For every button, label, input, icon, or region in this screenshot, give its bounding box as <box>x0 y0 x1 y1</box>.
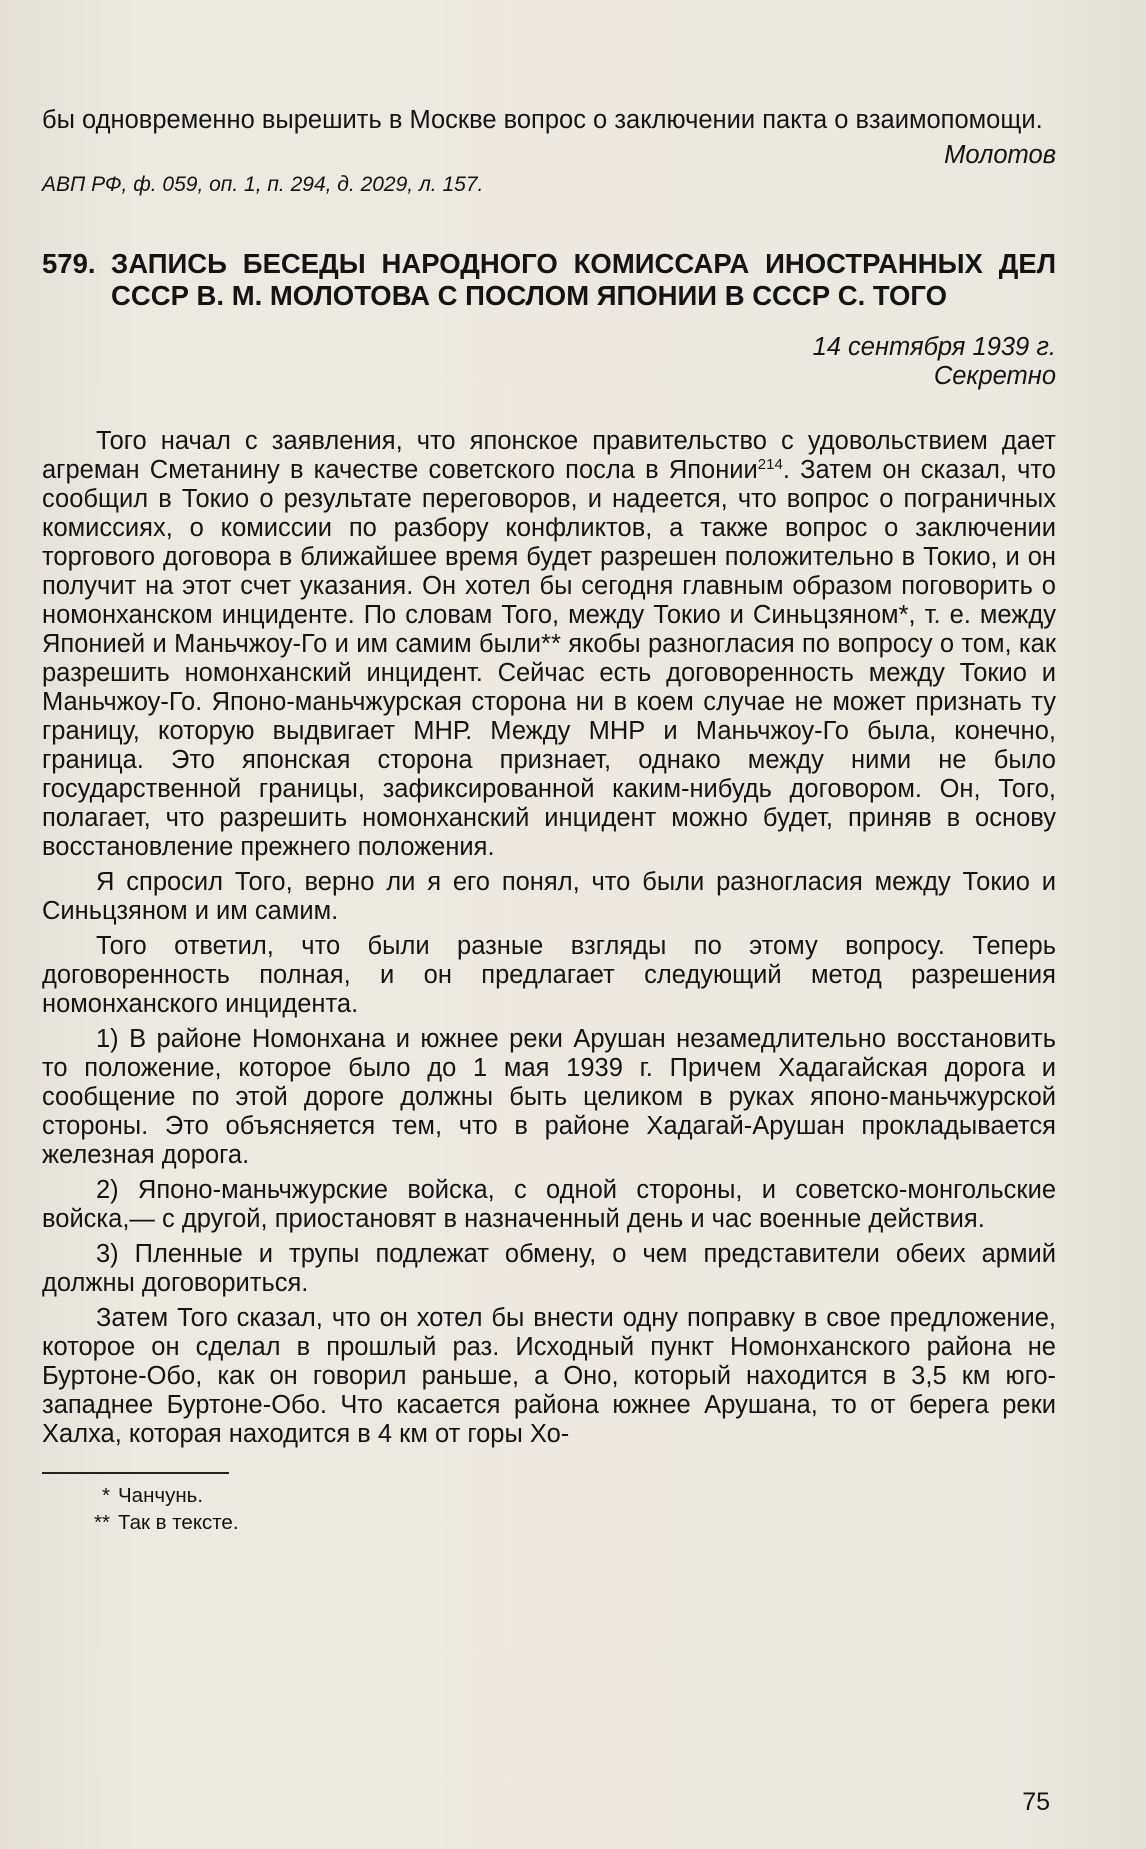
classification-label: Секретно <box>933 362 1056 390</box>
endnote-ref: 214 <box>757 456 783 473</box>
date-block <box>42 333 1056 391</box>
footnote-text: Так в тексте. <box>118 1511 239 1534</box>
page-number: 75 <box>1022 1788 1050 1816</box>
document-heading <box>42 248 1056 312</box>
footnote-divider <box>42 1472 229 1474</box>
footnote-marker-2: ** <box>541 630 561 658</box>
paragraph-4: 1) В районе Номонхана и южнее реки Арушан незамедлительно восстановить то положение, которое было до 1 мая 1939 г. Причем Хадагайская дорога и сообщение по этой дороге должны быть целиком в руках японо-маньчжурской стороны. Это объясняется тем, что в районе Хадагай-Арушан прокладывается железная дорога. <box>42 1025 1056 1169</box>
paragraph-1-part-a: Того начал с заявления, что японское правительство с удовольствием дает агреман Сметанину в качестве советского посла в Японии <box>42 427 1056 484</box>
footnote-marker-1: * <box>898 601 909 629</box>
document-number: 579. <box>42 248 96 279</box>
paragraph-1 <box>42 427 1056 862</box>
document-title: ЗАПИСЬ БЕСЕДЫ НАРОДНОГО КОМИССАРА ИНОСТРАННЫХ ДЕЛ СССР В. М. МОЛОТОВА С ПОСЛОМ ЯПОНИИ В СССР С. ТОГО <box>111 248 1056 311</box>
paragraph-1-part-b: . Затем он сказал, что сообщил в Токио о результате переговоров, и надеется, что вопрос о пограничных комиссиях, о комиссии по разбору конфликтов, а также вопрос о заключении торгового договора в ближайшее время будет разрешен положительно в Токио, и он получит на этот счет указания. Он хотел бы сегодня главным образом поговорить о номонханском инциденте. По словам Того, между Токио и Синьцзяном <box>42 456 1056 629</box>
footnote-text: Чанчунь. <box>118 1484 204 1507</box>
paragraph-7: Затем Того сказал, что он хотел бы внести одну поправку в свое предложение, которое он сделал в прошлый раз. Исходный пункт Номонханского района не Буртоне-Обо, как он говорил раньше, а Оно, который находится в 3,5 км юго-западнее Буртоне-Обо. Что касается района южнее Арушана, то от берега реки Халха, которая находится в 4 км от горы Хо- <box>42 1304 1056 1448</box>
footnotes <box>70 1482 1056 1536</box>
footnote-mark: ** <box>94 1511 110 1534</box>
footnote-item <box>70 1482 1056 1509</box>
signature: Молотов <box>944 141 1056 169</box>
document-date: 14 сентября 1939 г. <box>812 333 1056 361</box>
paragraph-1-part-d: якобы разногласия по вопросу о том, как разрешить номонханский инцидент. Сейчас есть договоренность между Токио и Маньчжоу-Го. Японо-маньчжурская сторона ни в коем случае не может признать ту границу, которую выдвигает МНР. Между МНР и Маньчжоу-Го была, конечно, граница. Это японская сторона признает, однако между ними не было государственной границы, зафиксированной каким-нибудь договором. Он, Того, полагает, что разрешить номонханский инцидент можно будет, приняв в основу восстановление прежнего положения. <box>42 630 1056 861</box>
paragraph-6: 3) Пленные и трупы подлежат обмену, о чем представители обеих армий должны договориться. <box>42 1240 1056 1297</box>
archive-reference: АВП РФ, ф. 059, оп. 1, п. 294, д. 2029, л. 157. <box>42 173 484 196</box>
footnote-mark: * <box>102 1484 110 1507</box>
paragraph-5: 2) Японо-маньчжурские войска, с одной стороны, и советско-монгольские войска,— с другой, приостановят в назначенный день и час военные действия. <box>42 1176 1056 1233</box>
paragraph-2: Я спросил Того, верно ли я его понял, что были разногласия между Токио и Синьцзяном и им самим. <box>42 868 1056 925</box>
intro-paragraph: бы одновременно вырешить в Москве вопрос о заключении пакта о взаимопомощи. <box>42 106 1043 134</box>
paragraph-3: Того ответил, что были разные взгляды по этому вопросу. Теперь договоренность полная, и он предлагает следующий метод разрешения номонханского инцидента. <box>42 932 1056 1018</box>
footnote-item <box>70 1509 1056 1536</box>
paragraph-1-part-c: , т. е. между Японией и Маньчжоу-Го и им самим были <box>42 601 1056 658</box>
